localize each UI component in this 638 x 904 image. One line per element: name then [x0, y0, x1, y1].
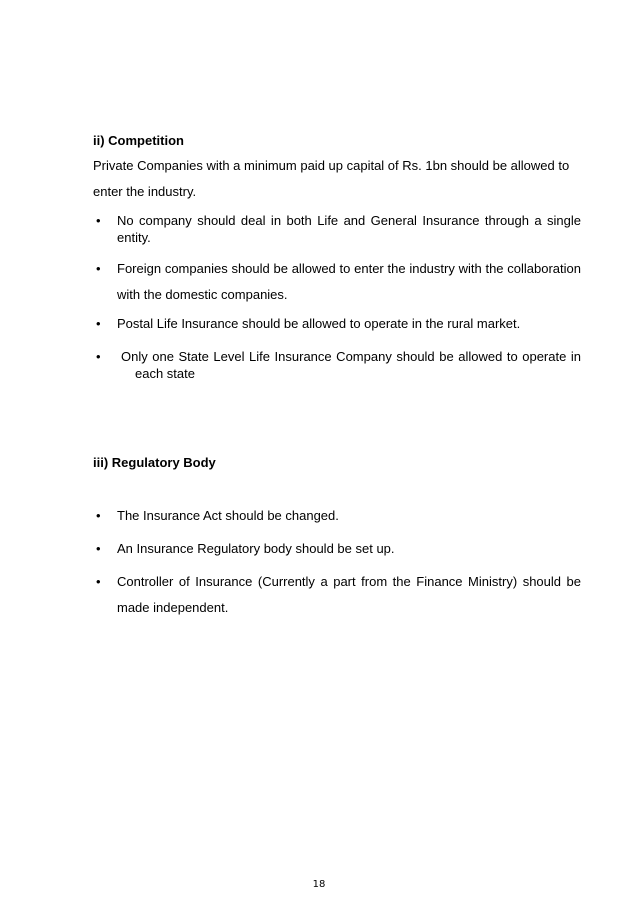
- list-item-text: An Insurance Regulatory body should be set up.: [117, 541, 395, 556]
- list-item: [93, 311, 581, 337]
- list-item-text: Postal Life Insurance should be allowed to operate in the rural market.: [117, 316, 521, 331]
- list-item: [93, 348, 581, 382]
- bullet-marker: •: [96, 261, 101, 276]
- list-item: [93, 536, 581, 562]
- page-number: 18: [312, 879, 326, 890]
- competition-intro: Private Companies with a minimum paid up capital of Rs. 1bn should be allowed to enter the industry.: [93, 158, 570, 199]
- bullet-marker: •: [96, 541, 101, 556]
- list-item-text: No company should deal in both Life and General Insurance through a single entity.: [117, 213, 581, 245]
- list-item-text: Only one State Level Life Insurance Company should be allowed to operate in each state: [121, 349, 581, 381]
- list-item: [93, 212, 581, 246]
- bullet-marker: •: [96, 574, 101, 589]
- list-item-text: Controller of Insurance (Currently a part from the Finance Ministry) should be made independent.: [117, 574, 581, 615]
- bullet-marker: •: [96, 349, 101, 364]
- regulatory-heading: iii) Regulatory Body: [93, 455, 216, 470]
- list-item-text: Foreign companies should be allowed to enter the industry with the collaboration with the domestic companies.: [117, 261, 581, 302]
- list-item: [93, 569, 581, 621]
- bullet-marker: •: [96, 213, 101, 228]
- list-item-text: The Insurance Act should be changed.: [117, 508, 339, 523]
- competition-heading: ii) Competition: [93, 133, 184, 148]
- list-item: [93, 503, 581, 529]
- list-item: [93, 256, 581, 308]
- bullet-marker: •: [96, 508, 101, 523]
- bullet-marker: •: [96, 316, 101, 331]
